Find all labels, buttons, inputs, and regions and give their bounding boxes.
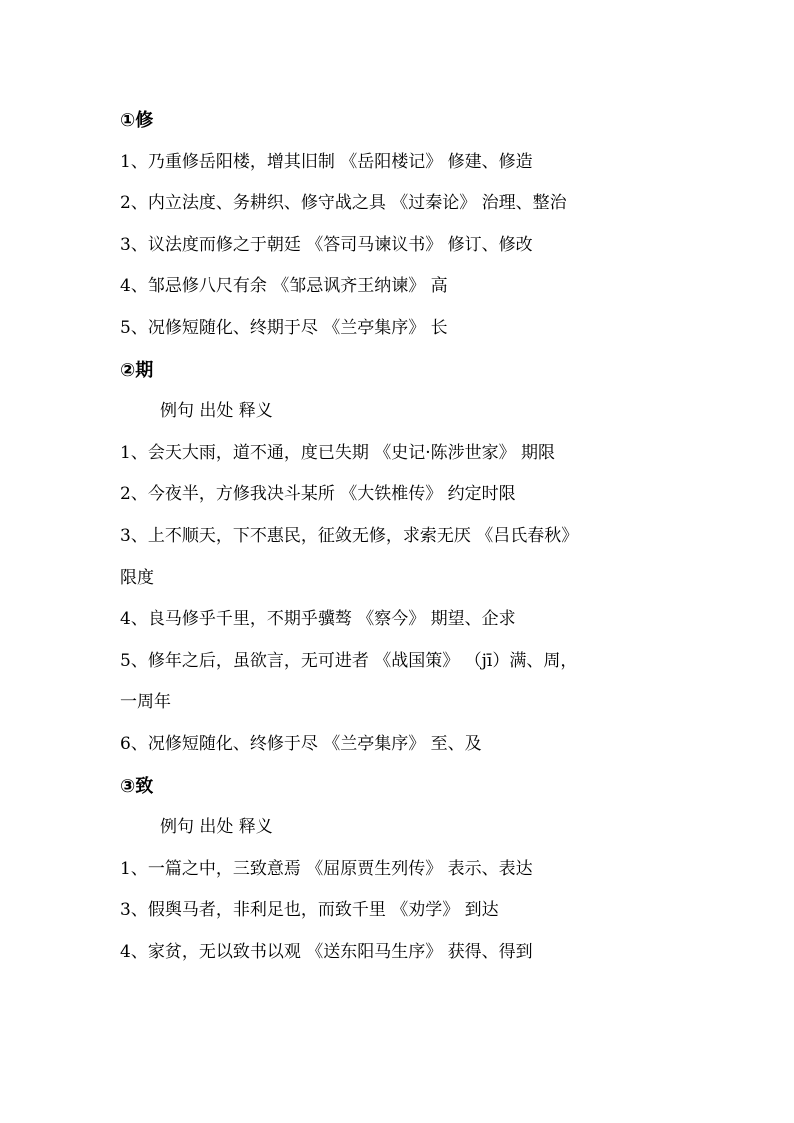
section-heading: ③致	[120, 775, 154, 797]
entry-line: 5、况修短随化、终期于尽 《兰亭集序》 长	[120, 317, 448, 338]
section-xiu	[120, 100, 734, 350]
entry-line: 2、今夜半，方修我决斗某所 《大铁椎传》 约定时限	[120, 484, 516, 505]
entry-line: 4、邹忌修八尺有余 《邹忌讽齐王纳谏》 高	[120, 276, 448, 297]
entry-line: 一周年	[120, 692, 171, 713]
section-qi	[120, 350, 734, 766]
entry-line: 5、修年之后，虽欲言，无可进者 《战国策》 （jī）满、周，	[120, 650, 578, 671]
entry-line: 1、乃重修岳阳楼，增其旧制 《岳阳楼记》 修建、修造	[120, 151, 533, 172]
entry-line: 1、会天大雨，道不通，度已失期 《史记·陈涉世家》 期限	[120, 442, 556, 463]
entry-line: 3、假舆马者，非利足也，而致千里 《劝学》 到达	[120, 900, 499, 921]
entry-line: 限度	[120, 567, 154, 588]
entry-line: 4、良马修乎千里，不期乎骥骜 《察今》 期望、企求	[120, 609, 516, 630]
entry-line: 1、一篇之中，三致意焉 《屈原贾生列传》 表示、表达	[120, 858, 533, 879]
entry-line: 2、内立法度、务耕织、修守战之具 《过秦论》 治理、整治	[120, 193, 567, 214]
section-heading: ①修	[120, 110, 154, 131]
section-zhi	[120, 766, 734, 974]
entry-line: 3、议法度而修之于朝廷 《答司马谏议书》 修订、修改	[120, 234, 533, 255]
entry-line: 3、上不顺天，下不惠民，征敛无修，求索无厌 《吕氏春秋》	[120, 525, 579, 546]
entry-line: 4、家贫，无以致书以观 《送东阳马生序》 获得、得到	[120, 941, 533, 962]
entry-line: 6、况修短随化、终修于尽 《兰亭集序》 至、及	[120, 733, 482, 754]
column-subheader: 例句 出处 释义	[160, 401, 273, 422]
section-heading: ②期	[120, 359, 154, 381]
column-subheader: 例句 出处 释义	[160, 817, 273, 838]
